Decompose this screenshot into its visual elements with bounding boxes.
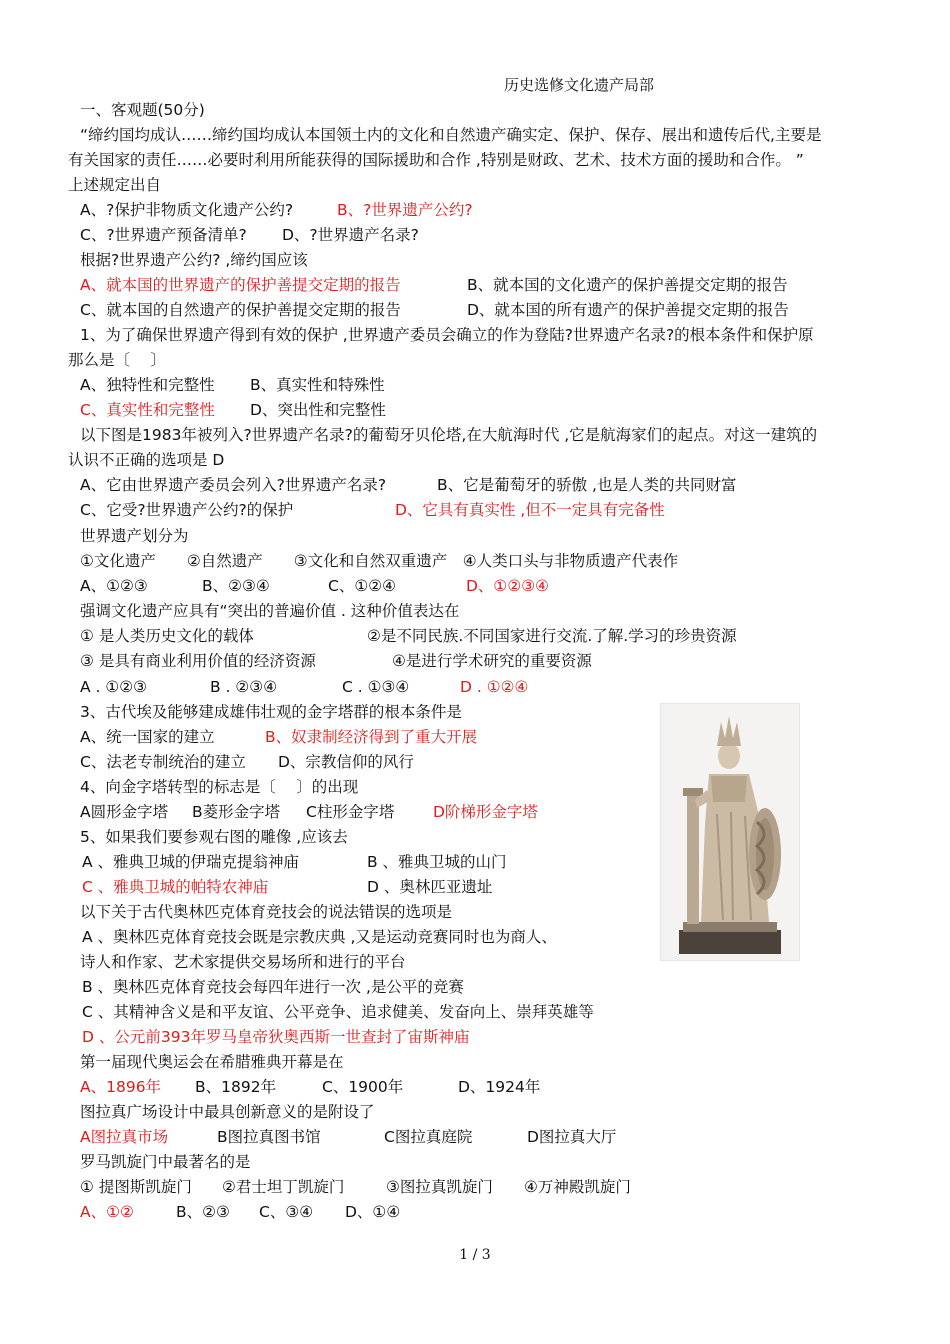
q9-option-c-answer: C 、雅典卫城的帕特农神庙 [82,878,269,896]
q1-stem-line2: 有关国家的责任……必要时利用所能获得的国际援助和合作 ,特别是财政、艺术、技术方面的援助和合作。 ” [68,151,804,169]
q13-stem: 罗马凯旋门中最著名的是 [80,1153,251,1171]
q13-option-a-answer: A、①② [80,1203,134,1221]
q4-option-c: C、它受?世界遗产公约?的保护 [80,501,294,519]
q7-option-d: D、宗教信仰的风行 [278,753,414,771]
q1-option-a: A、?保护非物质文化遗产公约? [80,201,294,219]
q5-option-b: B、②③④ [202,577,270,595]
q1-option-b-answer: B、?世界遗产公约? [337,201,473,219]
q9-option-b: B 、雅典卫城的山门 [367,853,507,871]
q13-item-2: ②君士坦丁凯旋门 [222,1178,345,1196]
q11-option-d: D、1924年 [458,1078,541,1096]
q3-option-d: D、突出性和完整性 [250,401,386,419]
q3-option-a: A、独特性和完整性 [80,376,215,394]
q7-option-c: C、法老专制统治的建立 [80,753,246,771]
q2-option-b: B、就本国的文化遗产的保护善提交定期的报告 [467,276,788,294]
q5-stem: 世界遗产划分为 [80,527,189,545]
q8-option-b: B菱形金字塔 [192,803,281,821]
q8-option-c: C柱形金字塔 [306,803,395,821]
q10-option-d-answer: D 、公元前393年罗马皇帝狄奥西斯一世查封了宙斯神庙 [82,1028,470,1046]
q13-option-b: B、②③ [176,1203,230,1221]
q8-option-d-answer: D阶梯形金字塔 [433,803,538,821]
q10-option-c: C 、其精神含义是和平友谊、公平竞争、追求健美、发奋向上、崇拜英雄等 [82,1003,594,1021]
q1-stem-line1: “缔约国均成认……缔约国均成认本国领土内的文化和自然遗产确实定、保护、保存、展出和遗传后代,主要是 [80,126,822,144]
q10-stem: 以下关于古代奥林匹克体育竞技会的说法错误的选项是 [80,903,453,921]
q4-stem-line2: 认识不正确的选项是 D [68,451,225,469]
q7-stem: 3、古代埃及能够建成雄伟壮观的金字塔群的根本条件是 [80,703,462,721]
q2-option-c: C、就本国的自然遗产的保护善提交定期的报告 [80,301,401,319]
q2-option-d: D、就本国的所有遗产的保护善提交定期的报告 [467,301,789,319]
q12-option-a-answer: A图拉真市场 [80,1128,169,1146]
section-heading: 一、客观题(50分) [80,101,205,119]
q4-option-a: A、它由世界遗产委员会列入?世界遗产名录? [80,476,387,494]
q3-option-c-answer: C、真实性和完整性 [80,401,215,419]
q6-item-1: ① 是人类历史文化的载体 [80,627,254,645]
q12-stem: 图拉真广场设计中最具创新意义的是附设了 [80,1103,375,1121]
q6-option-d-answer: D . ①②④ [460,678,529,696]
q6-option-c: C . ①③④ [342,678,410,696]
q7-option-a: A、统一国家的建立 [80,728,215,746]
q10-option-a-line1: A 、奥林匹克体育竞技会既是宗教庆典 ,又是运动竞赛同时也为商人、 [82,928,557,946]
q8-option-a: A圆形金字塔 [80,803,169,821]
page-number: 1 / 3 [459,1247,491,1263]
q13-item-3: ③图拉真凯旋门 [386,1178,493,1196]
q4-option-d-answer: D、它具有真实性 ,但不一定具有完备性 [395,501,665,519]
q13-option-c: C、③④ [259,1203,314,1221]
q10-option-a-line2: 诗人和作家、艺术家提供交易场所和进行的平台 [80,953,406,971]
q1-stem-line3: 上述规定出自 [68,176,162,194]
q6-item-3: ③ 是具有商业利用价值的经济资源 [80,652,316,670]
q4-option-b: B、它是葡萄牙的骄傲 ,也是人类的共同财富 [437,476,737,494]
q5-option-a: A、①②③ [80,577,148,595]
q13-option-d: D、①④ [345,1203,401,1221]
q1-option-d: D、?世界遗产名录? [282,226,419,244]
q12-option-b: B图拉真图书馆 [217,1128,321,1146]
q4-stem-line1: 以下图是1983年被列入?世界遗产名录?的葡萄牙贝伦塔,在大航海时代 ,它是航海家们的起点。对这一建筑的 [80,426,818,444]
athena-statue-image [660,703,800,961]
q6-option-a: A . ①②③ [80,678,148,696]
page-title: 历史选修文化遗产局部 [504,76,655,94]
q2-option-a-answer: A、就本国的世界遗产的保护善提交定期的报告 [80,276,401,294]
q7-option-b-answer: B、奴隶制经济得到了重大开展 [265,728,478,746]
q5-items: ①文化遗产 ②自然遗产 ③文化和自然双重遗产 ④人类口头与非物质遗产代表作 [80,552,679,570]
q8-stem: 4、向金字塔转型的标志是〔 〕的出现 [80,778,359,796]
q11-option-a-answer: A、1896年 [80,1078,162,1096]
q1-option-c: C、?世界遗产预备清单? [80,226,247,244]
q9-option-d: D 、奥林匹亚遗址 [367,878,493,896]
q9-stem: 5、如果我们要参观右图的雕像 ,应该去 [80,828,348,846]
q3-option-b: B、真实性和特殊性 [250,376,385,394]
q12-option-d: D图拉真大厅 [527,1128,617,1146]
q9-option-a: A 、雅典卫城的伊瑞克提翁神庙 [82,853,300,871]
q3-stem-line1: 1、为了确保世界遗产得到有效的保护 ,世界遗产委员会确立的作为登陆?世界遗产名录?的根本条件和保护原 [80,326,814,344]
statue-illustration [661,704,799,960]
q6-stem: 强调文化遗产应具有“突出的普遍价值 . 这种价值表达在 [80,602,460,620]
q6-item-4: ④是进行学术研究的重要资源 [392,652,592,670]
q6-option-b: B . ②③④ [210,678,278,696]
q5-option-c: C、①②④ [328,577,397,595]
q12-option-c: C图拉真庭院 [384,1128,473,1146]
q2-stem: 根据?世界遗产公约? ,缔约国应该 [80,251,308,269]
q3-stem-line2: 那么是〔 〕 [68,351,166,369]
q5-option-d-answer: D、①②③④ [466,577,550,595]
q11-option-b: B、1892年 [195,1078,277,1096]
q10-option-b: B 、奥林匹克体育竞技会每四年进行一次 ,是公平的竞赛 [82,978,464,996]
q13-item-1: ① 提图斯凯旋门 [80,1178,192,1196]
q13-item-4: ④万神殿凯旋门 [524,1178,631,1196]
q6-item-2: ②是不同民族.不同国家进行交流.了解.学习的珍贵资源 [367,627,737,645]
q11-option-c: C、1900年 [322,1078,404,1096]
q11-stem: 第一届现代奥运会在希腊雅典开幕是在 [80,1053,344,1071]
